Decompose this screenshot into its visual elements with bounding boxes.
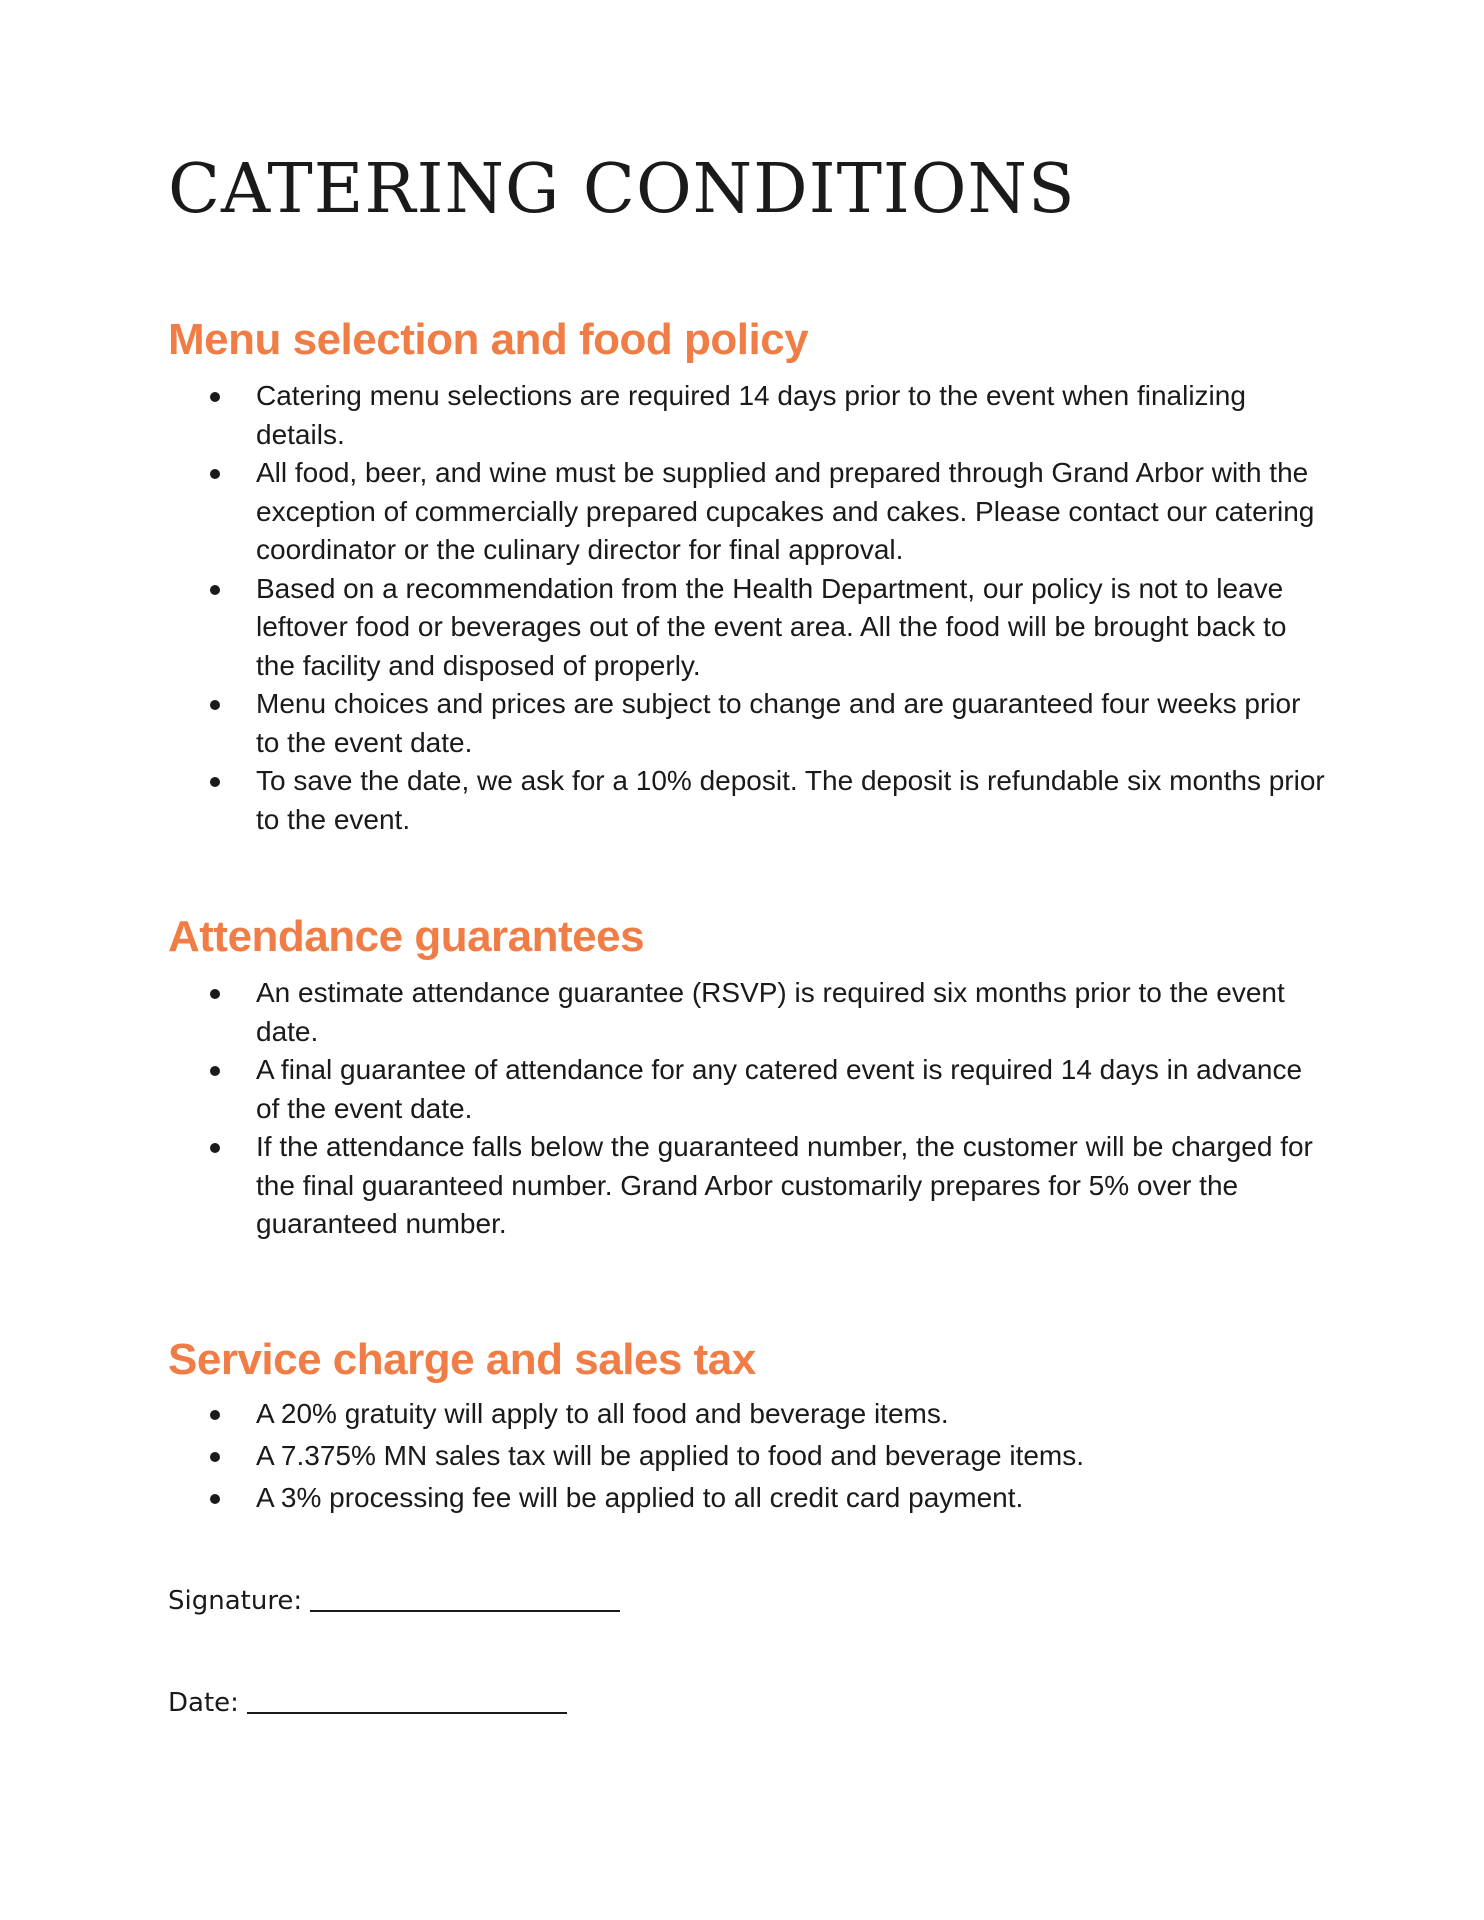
list-item xyxy=(168,1435,1328,1477)
list-item xyxy=(168,762,1328,839)
bullet-icon xyxy=(210,777,220,787)
signature-line[interactable] xyxy=(310,1609,620,1612)
list-item-text: A final guarantee of attendance for any catered event is required 14 days in advance of the event date. xyxy=(256,1054,1303,1124)
signature-label: Signature: xyxy=(168,1586,303,1616)
list-item xyxy=(168,454,1328,570)
list-item xyxy=(168,685,1328,762)
list-item xyxy=(168,1128,1328,1244)
list-item-text: Menu choices and prices are subject to change and are guaranteed four weeks prior to the event date. xyxy=(256,688,1301,758)
page-title: CATERING CONDITIONS xyxy=(168,150,1076,229)
date-line[interactable] xyxy=(247,1711,567,1714)
signature-field xyxy=(168,1586,620,1616)
list-item xyxy=(168,1477,1328,1519)
list-item xyxy=(168,974,1328,1051)
bullet-list xyxy=(168,1393,1328,1519)
section-heading: Service charge and sales tax xyxy=(168,1335,756,1384)
list-item-text: An estimate attendance guarantee (RSVP) is required six months prior to the event date. xyxy=(256,977,1285,1047)
list-item xyxy=(168,570,1328,686)
bullet-icon xyxy=(210,1410,220,1420)
section-menu-selection xyxy=(168,315,1328,839)
list-item-text: A 7.375% MN sales tax will be applied to food and beverage items. xyxy=(256,1440,1085,1471)
section-heading: Menu selection and food policy xyxy=(168,315,809,364)
bullet-list xyxy=(168,377,1328,839)
list-item xyxy=(168,377,1328,454)
bullet-icon xyxy=(210,700,220,710)
bullet-icon xyxy=(210,1494,220,1504)
list-item-text: Catering menu selections are required 14 days prior to the event when finalizing details. xyxy=(256,380,1246,450)
bullet-icon xyxy=(210,989,220,999)
section-service-charge xyxy=(168,1335,1328,1519)
date-label: Date: xyxy=(168,1688,239,1718)
list-item-text: To save the date, we ask for a 10% deposit. The deposit is refundable six months prior to the event. xyxy=(256,765,1325,835)
section-attendance-guarantees xyxy=(168,912,1328,1244)
section-heading: Attendance guarantees xyxy=(168,912,645,961)
bullet-icon xyxy=(210,585,220,595)
list-item xyxy=(168,1051,1328,1128)
bullet-icon xyxy=(210,1452,220,1462)
list-item-text: Based on a recommendation from the Health Department, our policy is not to leave leftover food or beverages out of the event area. All the food will be brought back to the facility and disposed of properly. xyxy=(256,572,1287,681)
list-item-text: If the attendance falls below the guaranteed number, the customer will be charged for the final guaranteed number. Grand Arbor customarily prepares for 5% over the guaranteed number. xyxy=(256,1131,1313,1239)
list-item-text: A 3% processing fee will be applied to all credit card payment. xyxy=(256,1482,1024,1513)
list-item-text: All food, beer, and wine must be supplied and prepared through Grand Arbor with the exception of commercially prepared cupcakes and cakes. Please contact our catering coordinator or the culinary director for final approval. xyxy=(256,457,1315,565)
list-item-text: A 20% gratuity will apply to all food and beverage items. xyxy=(256,1398,949,1429)
list-item xyxy=(168,1393,1328,1435)
bullet-icon xyxy=(210,392,220,402)
bullet-icon xyxy=(210,1066,220,1076)
date-field xyxy=(168,1688,567,1718)
bullet-list xyxy=(168,974,1328,1244)
bullet-icon xyxy=(210,1143,220,1153)
bullet-icon xyxy=(210,469,220,479)
